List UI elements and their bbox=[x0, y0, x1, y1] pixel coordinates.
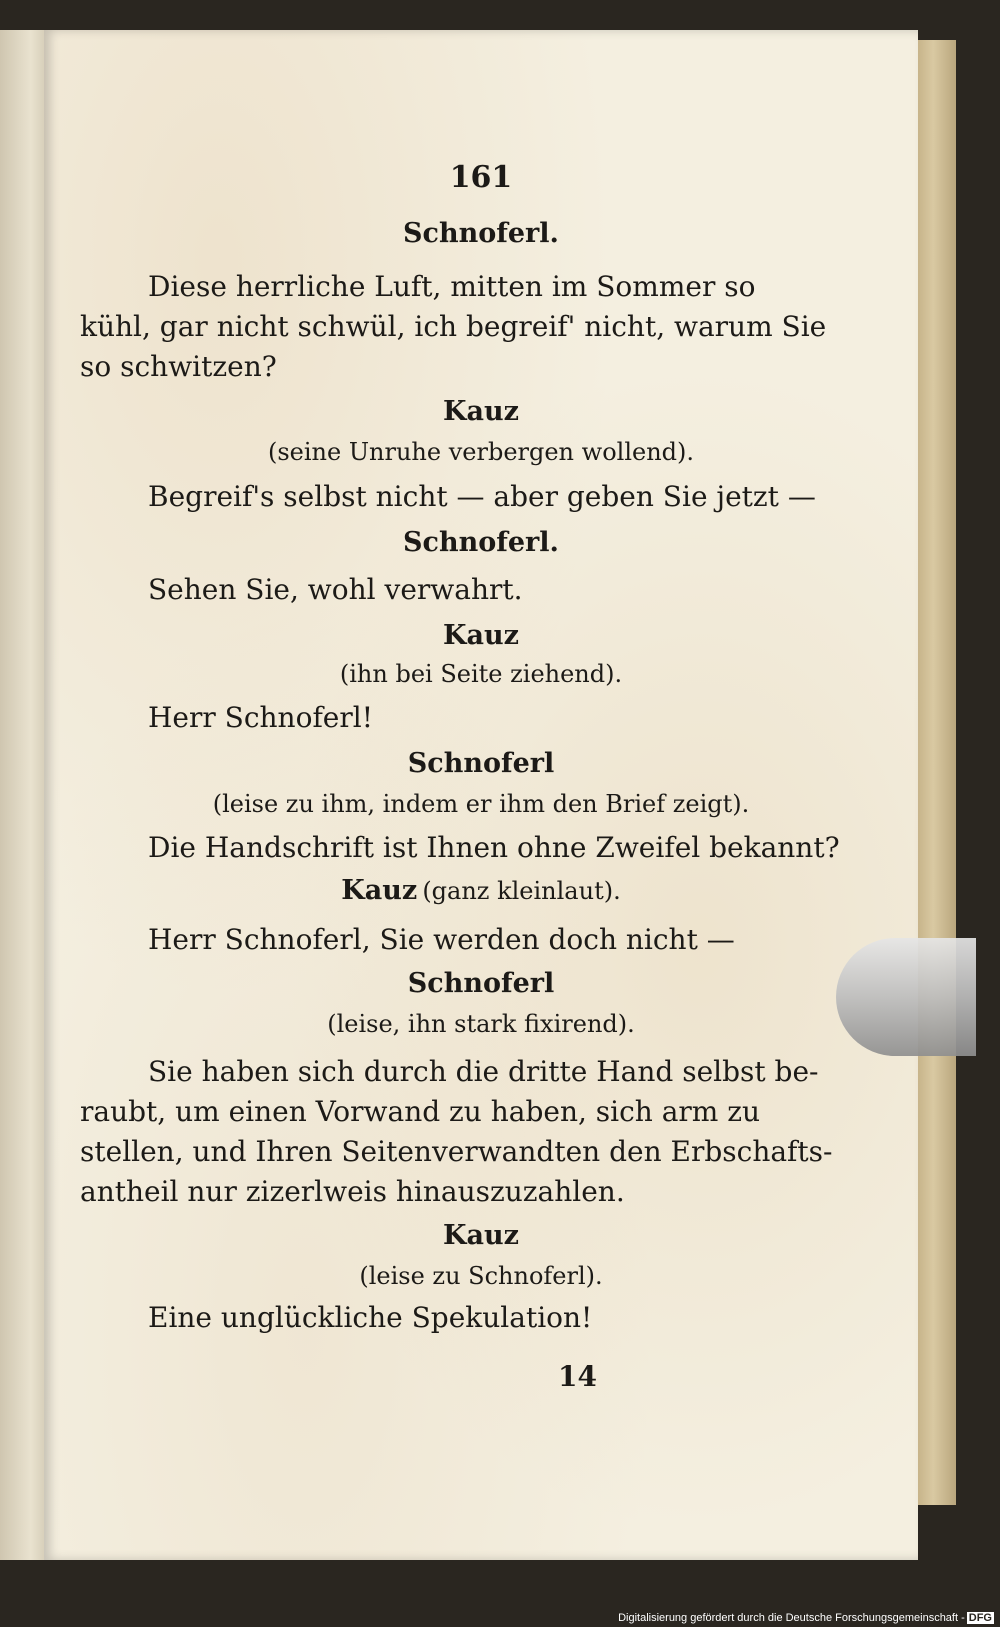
speaker-schnoferl-1: Schnoferl. bbox=[403, 218, 559, 249]
digitization-credit bbox=[618, 1612, 994, 1624]
page-stack-edge bbox=[918, 40, 956, 1505]
page-content bbox=[44, 30, 918, 1560]
text-line: Diese herrliche Luft, mitten im Sommer so bbox=[148, 270, 756, 303]
text-line: raubt, um einen Vorwand zu haben, sich arm zu bbox=[80, 1095, 761, 1128]
dfg-logo: DFG bbox=[968, 1612, 992, 1624]
speaker-kauz-3: Kauz bbox=[341, 875, 418, 906]
stage-direction: (leise zu Schnoferl). bbox=[359, 1262, 603, 1290]
text-line: Sehen Sie, wohl verwahrt. bbox=[148, 573, 523, 606]
text-line: Eine unglückliche Spekulation! bbox=[148, 1301, 593, 1334]
text-line: antheil nur zizerlweis hinauszuzahlen. bbox=[80, 1175, 625, 1208]
text-line: Herr Schnoferl, Sie werden doch nicht — bbox=[148, 923, 735, 956]
text-line: Die Handschrift ist Ihnen ohne Zweifel bekannt? bbox=[148, 831, 840, 864]
text-line: stellen, und Ihren Seitenverwandten den Erbschafts- bbox=[80, 1135, 833, 1168]
speaker-schnoferl-3: Schnoferl bbox=[407, 748, 555, 779]
book-page bbox=[44, 30, 918, 1560]
page-number: 161 bbox=[449, 160, 513, 195]
credit-text: Digitalisierung gefördert durch die Deutsche Forschungsgemeinschaft - bbox=[618, 1612, 965, 1624]
speaker-kauz-4: Kauz bbox=[443, 1220, 519, 1251]
text-line: Herr Schnoferl! bbox=[148, 701, 373, 734]
stage-direction: (leise zu ihm, indem er ihm den Brief zeigt). bbox=[212, 790, 750, 818]
speaker-kauz-2: Kauz bbox=[443, 620, 519, 651]
text-line: Begreif's selbst nicht — aber geben Sie jetzt — bbox=[148, 480, 816, 513]
speaker-line bbox=[44, 875, 918, 906]
text-line: so schwitzen? bbox=[80, 350, 277, 383]
signature-mark: 14 bbox=[558, 1360, 597, 1393]
stage-direction: (leise, ihn stark fixirend). bbox=[327, 1010, 635, 1038]
text-line: Sie haben sich durch die dritte Hand selbst be- bbox=[148, 1055, 819, 1088]
stage-direction: (seine Unruhe verbergen wollend). bbox=[267, 438, 695, 466]
page-clamp bbox=[836, 938, 976, 1056]
stage-direction: (ihn bei Seite ziehend). bbox=[339, 660, 623, 688]
speaker-kauz-1: Kauz bbox=[443, 396, 519, 427]
speaker-schnoferl-4: Schnoferl bbox=[407, 968, 555, 999]
left-page-edge bbox=[0, 30, 44, 1560]
speaker-schnoferl-2: Schnoferl. bbox=[403, 527, 559, 558]
stage-direction: (ganz kleinlaut). bbox=[422, 877, 621, 905]
text-line: kühl, gar nicht schwül, ich begreif' nicht, warum Sie bbox=[80, 310, 827, 343]
